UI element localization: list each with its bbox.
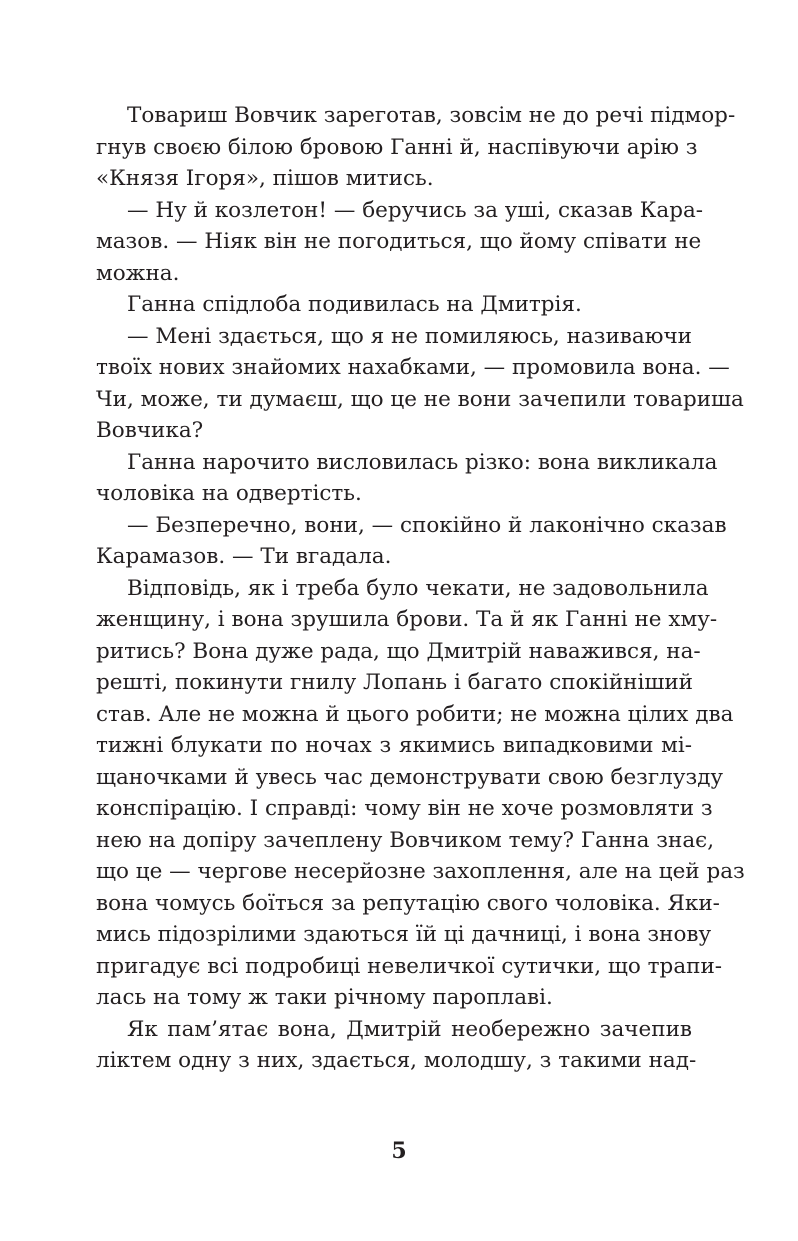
text-line: — Безперечно, вони, — спокійно й лаконічно сказав (127, 512, 727, 538)
text-line: конспірацію. І справді: чому він не хоче розмовляти з (96, 796, 713, 821)
page-number: 5 (391, 1138, 407, 1164)
paragraph (96, 510, 727, 573)
text-line: ліктем одну з них, здається, молодшу, з такими над- (96, 1048, 697, 1073)
text-line: Ганна спідлоба подивилась на Дмитрія. (127, 292, 582, 317)
text-line: став. Але не можна й цього робити; не можна цілих два (96, 701, 734, 727)
text-line: Чи, може, ти думаєш, що це не вони зачепили товариша (96, 386, 744, 412)
paragraph (96, 447, 718, 510)
text-line: Карамазов. — Ти вгадала. (96, 544, 392, 569)
text-line: лась на тому ж таки річному пароплаві. (96, 985, 553, 1010)
text-line: можна. (96, 260, 180, 286)
text-line: решті, покинути гнилу Лопань і багато спокійніший (96, 670, 694, 695)
text-line: Ганна нарочито висловилась різко: вона викликала (127, 449, 718, 475)
text-line: чоловіка на одвертість. (96, 481, 362, 506)
text-line: женщину, і вона зрушила брови. Та й як Ганні не хму- (96, 607, 718, 632)
body-text (96, 100, 745, 1077)
text-line: вона чомусь боїться за репутацію свого чоловіка. Яки- (96, 890, 720, 916)
text-line: гнув своєю білою бровою Ганні й, наспівуючи арію з (96, 134, 698, 160)
text-line: Відповідь, як і треба було чекати, не задовольнила (127, 575, 709, 601)
text-line: Товариш Вовчик зареготав, зовсім не до речі підмор- (127, 103, 736, 128)
text-line: мись підозрілими здаються їй ці дачниці, і вона знову (96, 922, 712, 947)
text-line: Як пам’ятає вона, Дмитрій необережно зачепив (127, 1016, 692, 1042)
text-line: що це — чергове несерйозне захоплення, але на цей раз (96, 859, 745, 884)
paragraph (96, 321, 744, 447)
text-line: — Мені здається, що я не помиляюсь, називаючи (127, 323, 692, 349)
paragraph (96, 195, 704, 290)
text-line: тижні блукати по ночах з якимись випадковими мі- (96, 733, 692, 758)
text-line: мазов. — Ніяк він не погодиться, що йому співати не (96, 229, 702, 254)
paragraph (96, 100, 736, 195)
text-line: ритись? Вона дуже рада, що Дмитрій наважився, на- (96, 638, 701, 664)
text-line: твоїх нових знайомих нахабками, — промовила вона. — (96, 355, 730, 380)
paragraph (96, 573, 745, 1014)
text-line: — Ну й козлетон! — беручись за уші, сказав Кара- (127, 197, 704, 223)
text-line: нею на допіру зачеплену Вовчиком тему? Ганна знає, (96, 827, 715, 853)
text-line: «Князя Ігоря», пішов митись. (96, 166, 434, 191)
text-line: пригадує всі подробиці невеличкої сутички, що трапи- (96, 953, 723, 979)
text-line: щаночками й увесь час демонструвати свою безглузду (96, 764, 724, 790)
paragraph (96, 289, 692, 321)
paragraph (96, 1014, 697, 1077)
text-line: Вовчика? (96, 418, 204, 443)
